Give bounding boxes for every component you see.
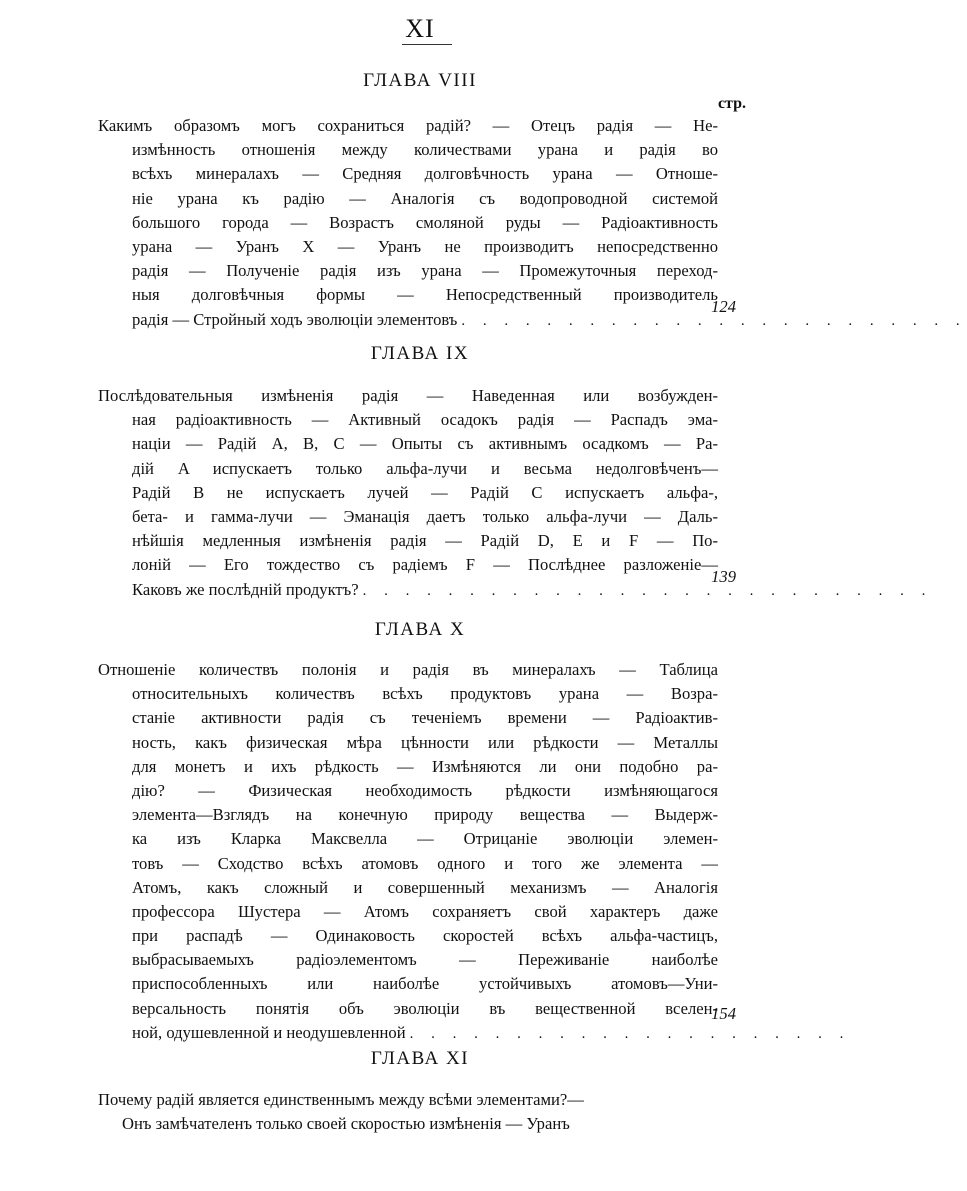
toc-line: товъ — Сходство всѣхъ атомовъ одного и того же элемента — [132,853,718,873]
toc-line: элемента—Взглядъ на конечную природу вещества — Выдерж- [132,805,718,825]
toc-last-line [98,308,967,332]
toc-line: нѣйшія медленныя измѣненія радія — Радій D, E и F — По- [132,531,718,551]
toc-line: Какимъ образомъ могъ сохраниться радій? — Отецъ радія — Не- [98,116,718,135]
chapter-ix-entry [98,384,933,602]
toc-line: станіе активности радія съ теченіемъ времени — Радіоактив- [132,708,718,728]
chapter-viii-entry [98,114,967,332]
toc-last-line [98,578,933,602]
toc-line: радія — Стройный ходъ эволюціи элементовъ [132,309,458,329]
leader-dots: . . . . . . . . . . . . . . . . . . . . . . . . . . . [362,582,933,599]
toc-line: Послѣдовательныя измѣненія радія — Наведенная или возбужден- [98,386,718,405]
toc-line: націи — Радій A, B, C — Опыты съ активнымъ осадкомъ — Ра- [132,434,718,454]
toc-line: для монетъ и ихъ рѣдкость — Измѣняются ли они подобно ра- [132,756,718,776]
leader-dots: . . . . . . . . . . . . . . . . . . . . . [409,1025,851,1042]
toc-line: при распадѣ — Одинаковость скоростей всѣхъ альфа-частицъ, [132,926,718,946]
toc-line: измѣнность отношенія между количествами урана и радія во [132,140,718,160]
chapter-title-ix: ГЛАВА IX [370,343,470,364]
toc-line: приспособленныхъ или наиболѣе устойчивыхъ атомовъ—Уни- [132,974,718,994]
toc-line: ка изъ Кларка Максвелла — Отрицаніе эволюціи элемен- [132,829,718,849]
leader-dots: . . . . . . . . . . . . . . . . . . . . . . . . [461,312,967,329]
chapter-ix-page: 139 [711,567,736,586]
toc-line: Почему радій является единственнымъ между всѣми элементами?— [98,1090,584,1109]
toc-line: Онъ замѣчателенъ только своей скоростью измѣненія — Уранъ [122,1114,570,1134]
toc-last-line [98,1021,851,1045]
toc-line: версальность понятія объ эволюціи въ вещественной вселен- [132,998,718,1018]
toc-line: лоній — Его тождество съ радіемъ F — Послѣднее разложеніе— [132,555,718,575]
toc-line: выбрасываемыхъ радіоэлементомъ — Переживаніе наиболѣе [132,950,718,970]
toc-line: дію? — Физическая необходимость рѣдкости измѣняющагося [132,780,718,800]
chapter-title-x: ГЛАВА X [374,619,466,640]
chapter-viii-page: 124 [711,297,736,316]
toc-line: профессора Шустера — Атомъ сохраняетъ свой характеръ даже [132,901,718,921]
toc-line: бета- и гамма-лучи — Эманація даетъ только альфа-лучи — Даль- [132,506,718,526]
chapter-title-viii: ГЛАВА VIII [363,70,477,91]
toc-line: дій A испускаетъ только альфа-лучи и весьма недолговѣченъ— [132,458,718,478]
page-column-label: стр. [717,95,746,112]
toc-line: Каковъ же послѣдній продуктъ? [132,579,359,599]
page-number: XI [405,14,435,43]
toc-line: Отношеніе количествъ полонія и радія въ минералахъ — Таблица [98,660,718,679]
toc-line: относительныхъ количествъ всѣхъ продуктовъ урана — Возра- [132,684,718,704]
chapter-title-xi: ГЛАВА XI [370,1048,470,1069]
toc-line: ныя долговѣчныя формы — Непосредственный производитель [132,285,718,305]
toc-line: ной, одушевленной и неодушевленной [132,1022,406,1042]
toc-line: ніе урана къ радію — Аналогія съ водопроводной системой [132,188,718,208]
toc-line: всѣхъ минералахъ — Средняя долговѣчность урана — Отноше- [132,164,718,184]
chapter-x-page: 154 [711,1004,736,1023]
toc-line: ная радіоактивность — Активный осадокъ радія — Распадъ эма- [132,410,718,430]
toc-line: ность, какъ физическая мѣра цѣнности или рѣдкости — Металлы [132,732,718,752]
toc-line: радія — Полученіе радія изъ урана — Промежуточныя переход- [132,261,718,281]
toc-line: Атомъ, какъ сложный и совершенный механизмъ — Аналогія [132,877,718,897]
toc-line: Радій B не испускаетъ лучей — Радій C испускаетъ альфа-, [132,482,718,502]
toc-line: большого города — Возрастъ смоляной руды — Радіоактивность [132,212,718,232]
chapter-xi-entry [98,1088,718,1136]
chapter-x-entry [98,658,851,1045]
page-number-rule [402,44,452,45]
toc-line: урана — Уранъ X — Уранъ не производитъ непосредственно [132,236,718,256]
